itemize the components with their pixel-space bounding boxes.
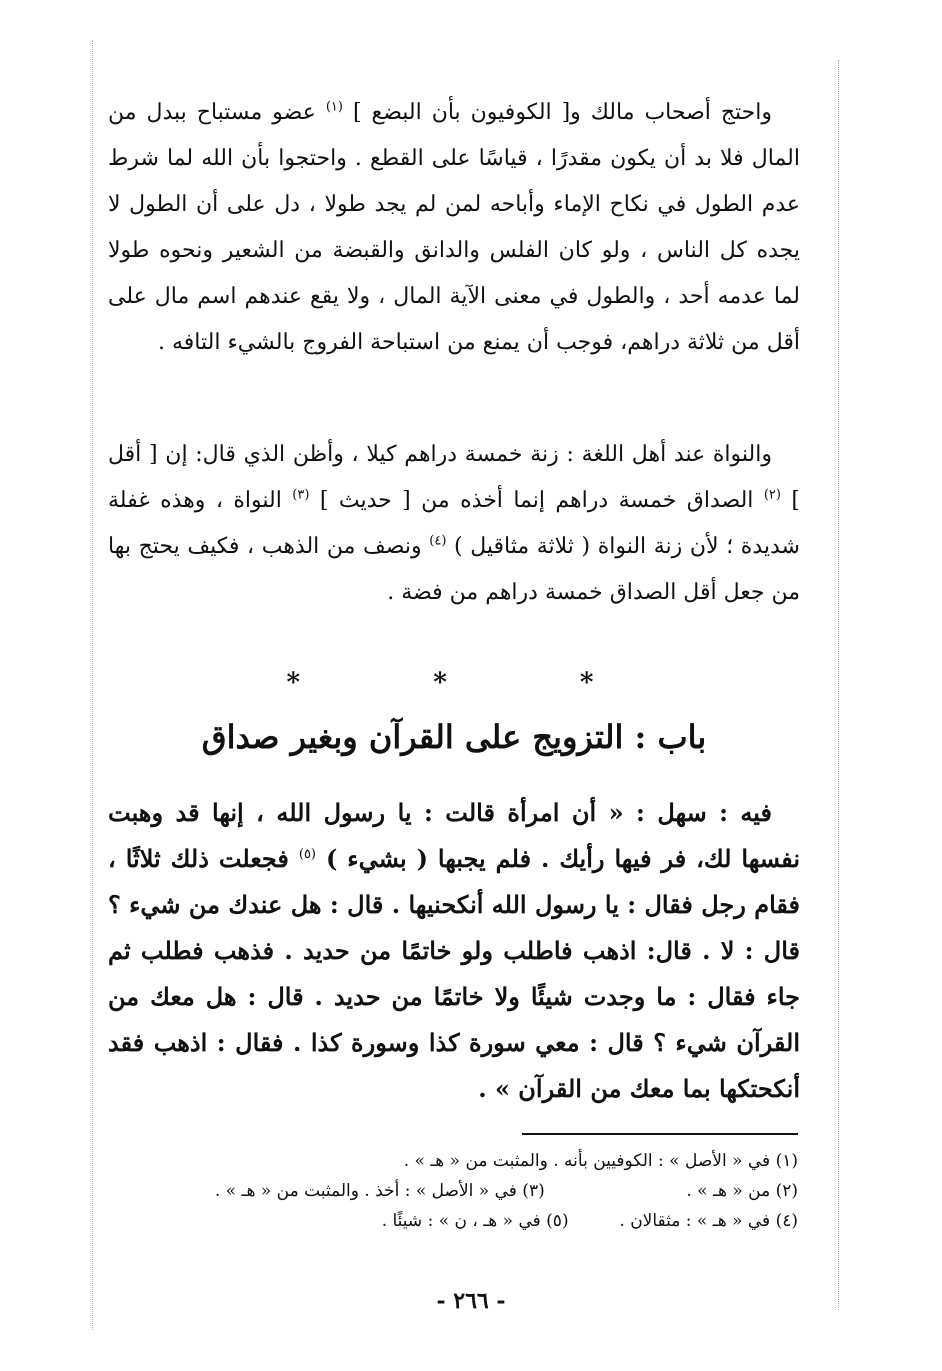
hadith-text-a: فيه : سهل : « أن امرأة قالت : يا رسول الله ، إنها قد وهبت نفسها لك، فر فيها رأيك . فلم يجبها ( بشيء ) — [108, 798, 801, 873]
paragraph-2-text-d: ونصف من الذهب ، فكيف يحتج بها من جعل أقل الصداق خمسة دراهم من فضة . — [108, 534, 800, 605]
footnote-ref-1: (١) — [325, 99, 343, 115]
footnote-line-2 — [108, 1176, 798, 1206]
paragraph-2-text-c: النواة ، وهذه غفلة شديدة ؛ لأن زنة النواة ( ثلاثة مثاقيل ) — [108, 488, 800, 559]
paragraph-1-text-a: واحتج أصحاب مالك و[ الكوفيون بأن البضع ] — [352, 100, 773, 125]
footnote-ref-2: (٢) — [763, 487, 781, 503]
paragraph-2-text-b: الصداق خمسة دراهم إنما أخذه من [ حديث ] — [319, 488, 754, 513]
paragraph-1 — [108, 90, 800, 366]
footnote-ref-4: (٤) — [429, 533, 447, 549]
paragraph-2-text-a: والنواة عند أهل اللغة : زنة خمسة دراهم كيلا ، وأظن الذي قال: إن [ أقل ] — [108, 442, 801, 513]
footnote-4: (٤) في « هـ » : مثقالان . — [619, 1211, 798, 1231]
hadith-text — [108, 790, 800, 1112]
page-number: - ٢٦٦ - — [436, 1288, 506, 1314]
footnote-ref-5: (٥) — [298, 847, 316, 862]
chapter-title: باب : التزويج على القرآن وبغير صداق — [201, 718, 707, 756]
paragraph-2 — [108, 432, 800, 616]
footnote-1: (١) في « الأصل » : الكوفيين بأنه . والمثبت من « هـ » . — [403, 1151, 798, 1171]
hadith-text-b: فجعلت ذلك ثلاثًا ، فقام رجل فقال : يا رسول الله أنكحنيها . قال : هل عندك من شيء ؟ قال : لا . قال: اذهب فاطلب ولو خاتمًا من حديد . فذهب فطلب ثم جاء فقال : ما وجدت شيئًا ولا خاتمًا من حديد . قال : هل معك من القرآن شيء ؟ قال : معي سورة كذا وسورة كذا . فقال : اذهب فقد أنكحتكها بما معك من القرآن » . — [108, 844, 800, 1103]
footnotes — [108, 1146, 798, 1236]
footnote-line-3 — [108, 1206, 798, 1236]
footnote-5: (٥) في « هـ ، ن » : شيئًا . — [381, 1211, 569, 1231]
footnote-line-1 — [108, 1146, 798, 1176]
footnote-2: (٢) من « هـ » . — [686, 1181, 798, 1201]
paragraph-1-text-b: عضو مستباح ببدل من المال فلا بد أن يكون مقدرًا ، قياسًا على القطع . واحتجوا بأن الله لما شرط عدم الطول في نكاح الإماء وأباحه لمن لم يجد طولا ، دل على أن الطول لا يجده كل الناس ، ولو كان الفلس والدانق والقبضة من الشعير ونحوه طولا لما عدمه أحد ، والطول في معنى الآية المال ، ولا يقع عندهم اسم مال على أقل من ثلاثة دراهم، فوجب أن يمنع من استباحة الفروج بالشيء التافه . — [108, 100, 800, 355]
footnote-divider — [522, 1133, 798, 1135]
footnote-ref-3: (٣) — [292, 487, 310, 503]
section-separator: * * * — [286, 668, 656, 698]
footnote-3: (٣) في « الأصل » : أخذ . والمثبت من « هـ » . — [214, 1181, 545, 1201]
